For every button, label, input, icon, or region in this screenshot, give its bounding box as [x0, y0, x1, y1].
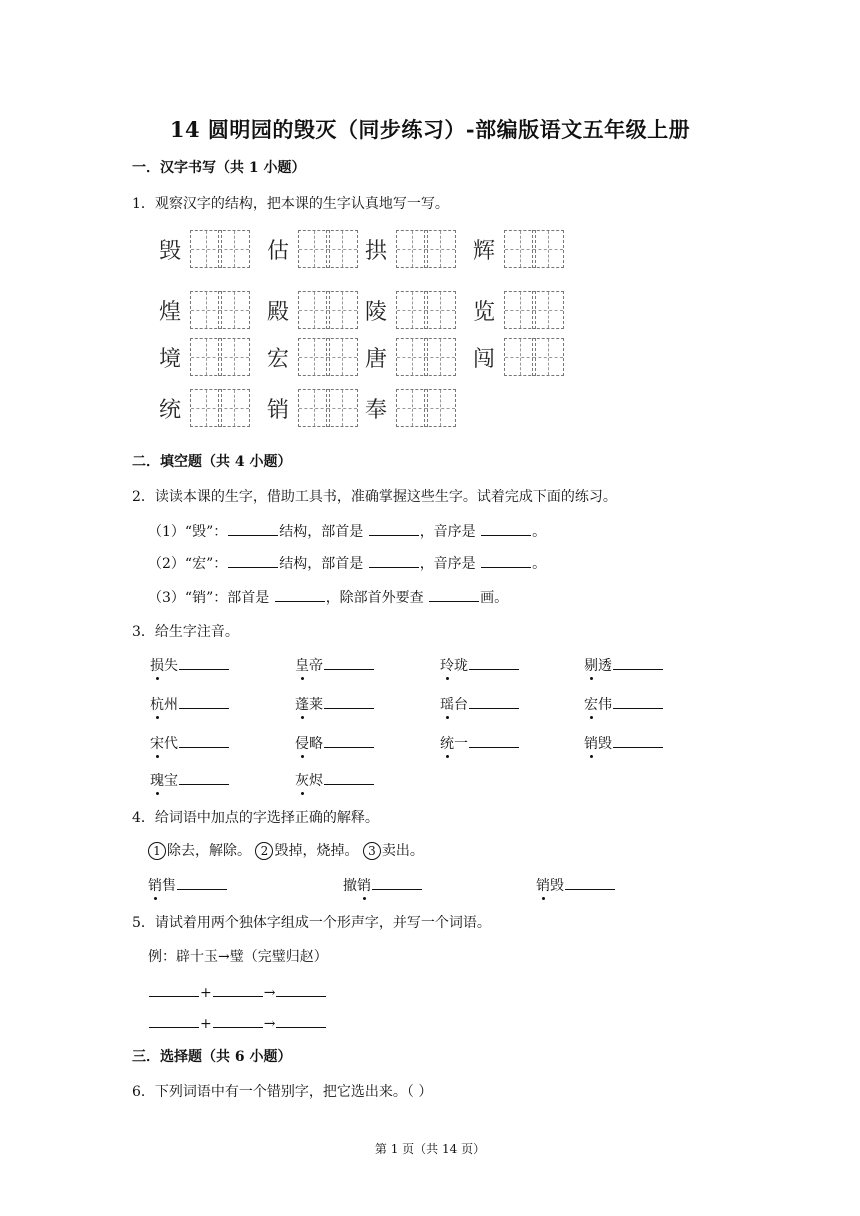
writing-box[interactable]	[326, 389, 358, 427]
answer-blank[interactable]	[613, 733, 663, 748]
answer-blank[interactable]	[469, 655, 519, 670]
writing-box[interactable]	[532, 291, 564, 329]
question-2: 2．读读本课的生字，借助工具书，准确掌握这些生字。试着完成下面的练习。	[132, 489, 617, 505]
writing-box[interactable]	[218, 389, 250, 427]
q4-word-2: 撤销	[343, 875, 423, 895]
section-heading-2: 二．填空题（共 4 小题）	[132, 454, 292, 470]
answer-blank[interactable]	[372, 875, 422, 890]
answer-blank[interactable]	[179, 655, 229, 670]
option-number: 1	[148, 842, 166, 860]
writing-box[interactable]	[424, 389, 456, 427]
q4-word-1: 销售	[148, 875, 228, 895]
answer-blank[interactable]	[565, 875, 615, 890]
grid-character: 闯	[472, 347, 495, 372]
question-6: 6．下列词语中有一个错别字，把它选出来。（ ）	[132, 1084, 433, 1100]
writing-box[interactable]	[326, 291, 358, 329]
writing-box[interactable]	[218, 230, 250, 268]
grid-character: 估	[266, 239, 289, 264]
grid-character: 境	[158, 347, 181, 372]
writing-box[interactable]	[532, 230, 564, 268]
q5-example: 例：辟十玉→璧（完璧归赵）	[148, 949, 328, 965]
q5-answer-line-2: + →	[148, 1013, 327, 1032]
answer-blank[interactable]	[149, 1013, 199, 1028]
q4-options: 1 除去，解除。 2 毁掉，烧掉。 3 卖出。	[148, 840, 424, 860]
answer-blank[interactable]	[179, 694, 229, 709]
answer-blank[interactable]	[324, 733, 374, 748]
answer-blank[interactable]	[369, 553, 419, 568]
grid-character: 统	[158, 398, 181, 423]
pinyin-word: 杭州	[150, 694, 230, 714]
pinyin-word: 损失	[150, 655, 230, 675]
pinyin-word: 销毁	[584, 733, 664, 753]
pinyin-word: 瑰宝	[150, 770, 230, 790]
question-1: 1．观察汉字的结构，把本课的生字认真地写一写。	[132, 196, 449, 212]
grid-character: 煌	[158, 300, 181, 325]
writing-box[interactable]	[424, 338, 456, 376]
grid-character: 辉	[472, 239, 495, 264]
writing-box[interactable]	[532, 338, 564, 376]
answer-blank[interactable]	[149, 982, 199, 997]
answer-blank[interactable]	[324, 655, 374, 670]
answer-blank[interactable]	[469, 694, 519, 709]
page-title: 14 圆明园的毁灭（同步练习）-部编版语文五年级上册	[169, 117, 691, 142]
q4-word-3: 销毁	[536, 875, 616, 895]
grid-character: 殿	[266, 300, 289, 325]
page-footer: 第 1 页（共 14 页）	[374, 1142, 486, 1156]
pinyin-word: 宏伟	[584, 694, 664, 714]
answer-blank[interactable]	[213, 1013, 263, 1028]
question-4: 4．给词语中加点的字选择正确的解释。	[132, 810, 379, 826]
pinyin-word: 瑶台	[440, 694, 520, 714]
writing-box[interactable]	[326, 230, 358, 268]
answer-blank[interactable]	[324, 694, 374, 709]
writing-box[interactable]	[218, 291, 250, 329]
section-heading-1: 一．汉字书写（共 1 小题）	[132, 160, 306, 176]
q2-line-1: （1）“毁”： 结构，部首是 ，音序是 。	[148, 521, 546, 541]
answer-blank[interactable]	[469, 733, 519, 748]
grid-character: 拱	[364, 239, 387, 264]
answer-blank[interactable]	[228, 553, 278, 568]
answer-blank[interactable]	[613, 694, 663, 709]
question-5: 5．请试着用两个独体字组成一个形声字，并写一个词语。	[132, 915, 491, 931]
pinyin-word: 剔透	[584, 655, 664, 675]
grid-character: 览	[472, 300, 495, 325]
grid-character: 毁	[158, 239, 181, 264]
answer-blank[interactable]	[481, 553, 531, 568]
section-heading-3: 三．选择题（共 6 小题）	[132, 1049, 292, 1065]
pinyin-word: 统一	[440, 733, 520, 753]
pinyin-word: 玲珑	[440, 655, 520, 675]
answer-blank[interactable]	[213, 982, 263, 997]
pinyin-word: 侵略	[295, 733, 375, 753]
answer-blank[interactable]	[177, 875, 227, 890]
q2-line-3: （3）“销”：部首是 ，除部首外要查 画。	[148, 587, 508, 607]
answer-blank[interactable]	[369, 521, 419, 536]
pinyin-word: 灰烬	[295, 770, 375, 790]
pinyin-word: 宋代	[150, 733, 230, 753]
answer-blank[interactable]	[481, 521, 531, 536]
option-number: 3	[363, 842, 381, 860]
answer-blank[interactable]	[613, 655, 663, 670]
writing-box[interactable]	[218, 338, 250, 376]
writing-box[interactable]	[326, 338, 358, 376]
answer-blank[interactable]	[179, 770, 229, 785]
grid-character: 唐	[364, 347, 387, 372]
grid-character: 陵	[364, 300, 387, 325]
q2-line-2: （2）“宏”： 结构，部首是 ，音序是 。	[148, 553, 546, 573]
answer-blank[interactable]	[276, 1013, 326, 1028]
question-3: 3．给生字注音。	[132, 624, 239, 640]
answer-blank[interactable]	[275, 587, 325, 602]
grid-character: 宏	[266, 347, 289, 372]
answer-blank[interactable]	[324, 770, 374, 785]
writing-box[interactable]	[424, 230, 456, 268]
answer-blank[interactable]	[179, 733, 229, 748]
q5-answer-line-1: + →	[148, 982, 327, 1001]
answer-blank[interactable]	[429, 587, 479, 602]
grid-character: 奉	[364, 398, 387, 423]
option-number: 2	[255, 842, 273, 860]
writing-box[interactable]	[424, 291, 456, 329]
grid-character: 销	[266, 398, 289, 423]
answer-blank[interactable]	[276, 982, 326, 997]
pinyin-word: 蓬莱	[295, 694, 375, 714]
pinyin-word: 皇帝	[295, 655, 375, 675]
answer-blank[interactable]	[228, 521, 278, 536]
